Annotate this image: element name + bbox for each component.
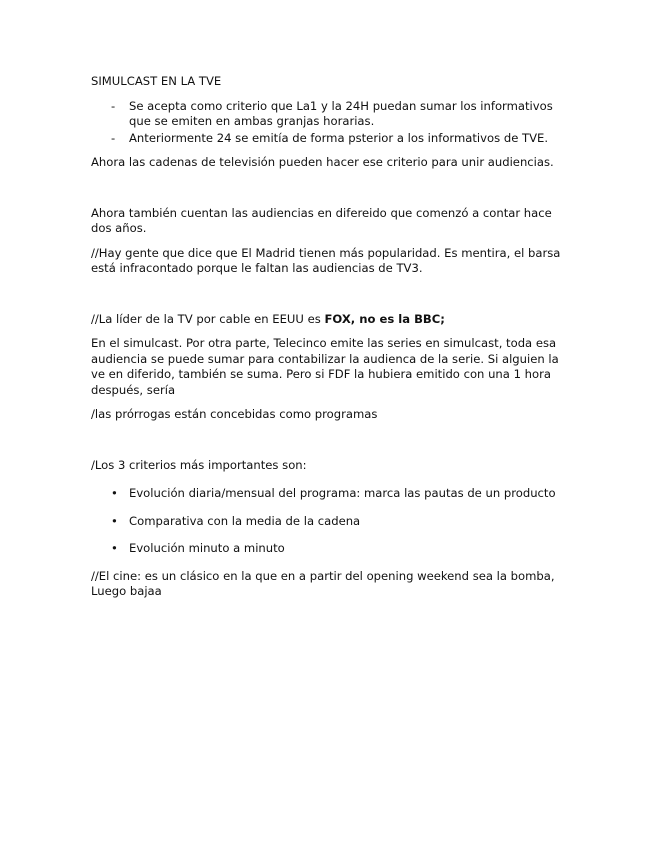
paragraph: Ahora también cuentan las audiencias en difereido que comenzó a contar hace dos años. <box>91 205 552 235</box>
bullet-marker: • <box>111 486 118 500</box>
paragraph: /Los 3 criterios más importantes son: <box>91 457 307 472</box>
bold-text: FOX, no es la BBC; <box>324 311 445 326</box>
dash-marker: - <box>111 98 116 113</box>
paragraph: /las prórrogas están concebidas como programas <box>91 407 378 421</box>
document-page <box>91 74 571 600</box>
list-item-text: Evolución minuto a minuto <box>129 541 285 555</box>
list-item <box>91 514 571 530</box>
list-item <box>91 541 571 557</box>
paragraph: En el simulcast. Por otra parte, Telecinco emite las series en simulcast, toda esa audiencia se puede sumar para contabilizar la audienca de la serie. Si alguien la ve en diferido, también se suma. Pero si FDF la hubiera emitido con una 1 hora después, sería <box>91 336 559 397</box>
list-item <box>91 131 571 147</box>
list-item-text: Comparativa con la media de la cadena <box>129 513 361 528</box>
list-item-text: Se acepta como criterio que La1 y la 24H puedan sumar los informativos que se emiten en ambas granjas horarias. <box>129 98 553 128</box>
list-item-text: Evolución diaria/mensual del programa: marca las pautas de un producto <box>129 486 556 500</box>
list-item <box>91 486 571 502</box>
bullet-list <box>91 486 571 557</box>
list-item <box>91 99 571 130</box>
list-item-text: Anteriormente 24 se emitía de forma psterior a los informativos de TVE. <box>129 130 549 145</box>
document-title: SIMULCAST EN LA TVE <box>91 74 222 88</box>
dash-list <box>91 99 571 147</box>
bullet-marker: • <box>111 513 118 528</box>
paragraph-text: //La líder de la TV por cable en EEUU es <box>91 311 325 326</box>
paragraph: //El cine: es un clásico en la que en a partir del opening weekend sea la bomba, Luego bajaa <box>91 568 555 598</box>
bullet-marker: • <box>111 541 118 555</box>
paragraph <box>91 312 571 328</box>
paragraph: Ahora las cadenas de televisión pueden hacer ese criterio para unir audiencias. <box>91 155 554 169</box>
paragraph: //Hay gente que dice que El Madrid tienen más popularidad. Es mentira, el barsa está infracontado porque le faltan las audiencias de TV3. <box>91 245 561 275</box>
dash-marker: - <box>111 130 116 145</box>
